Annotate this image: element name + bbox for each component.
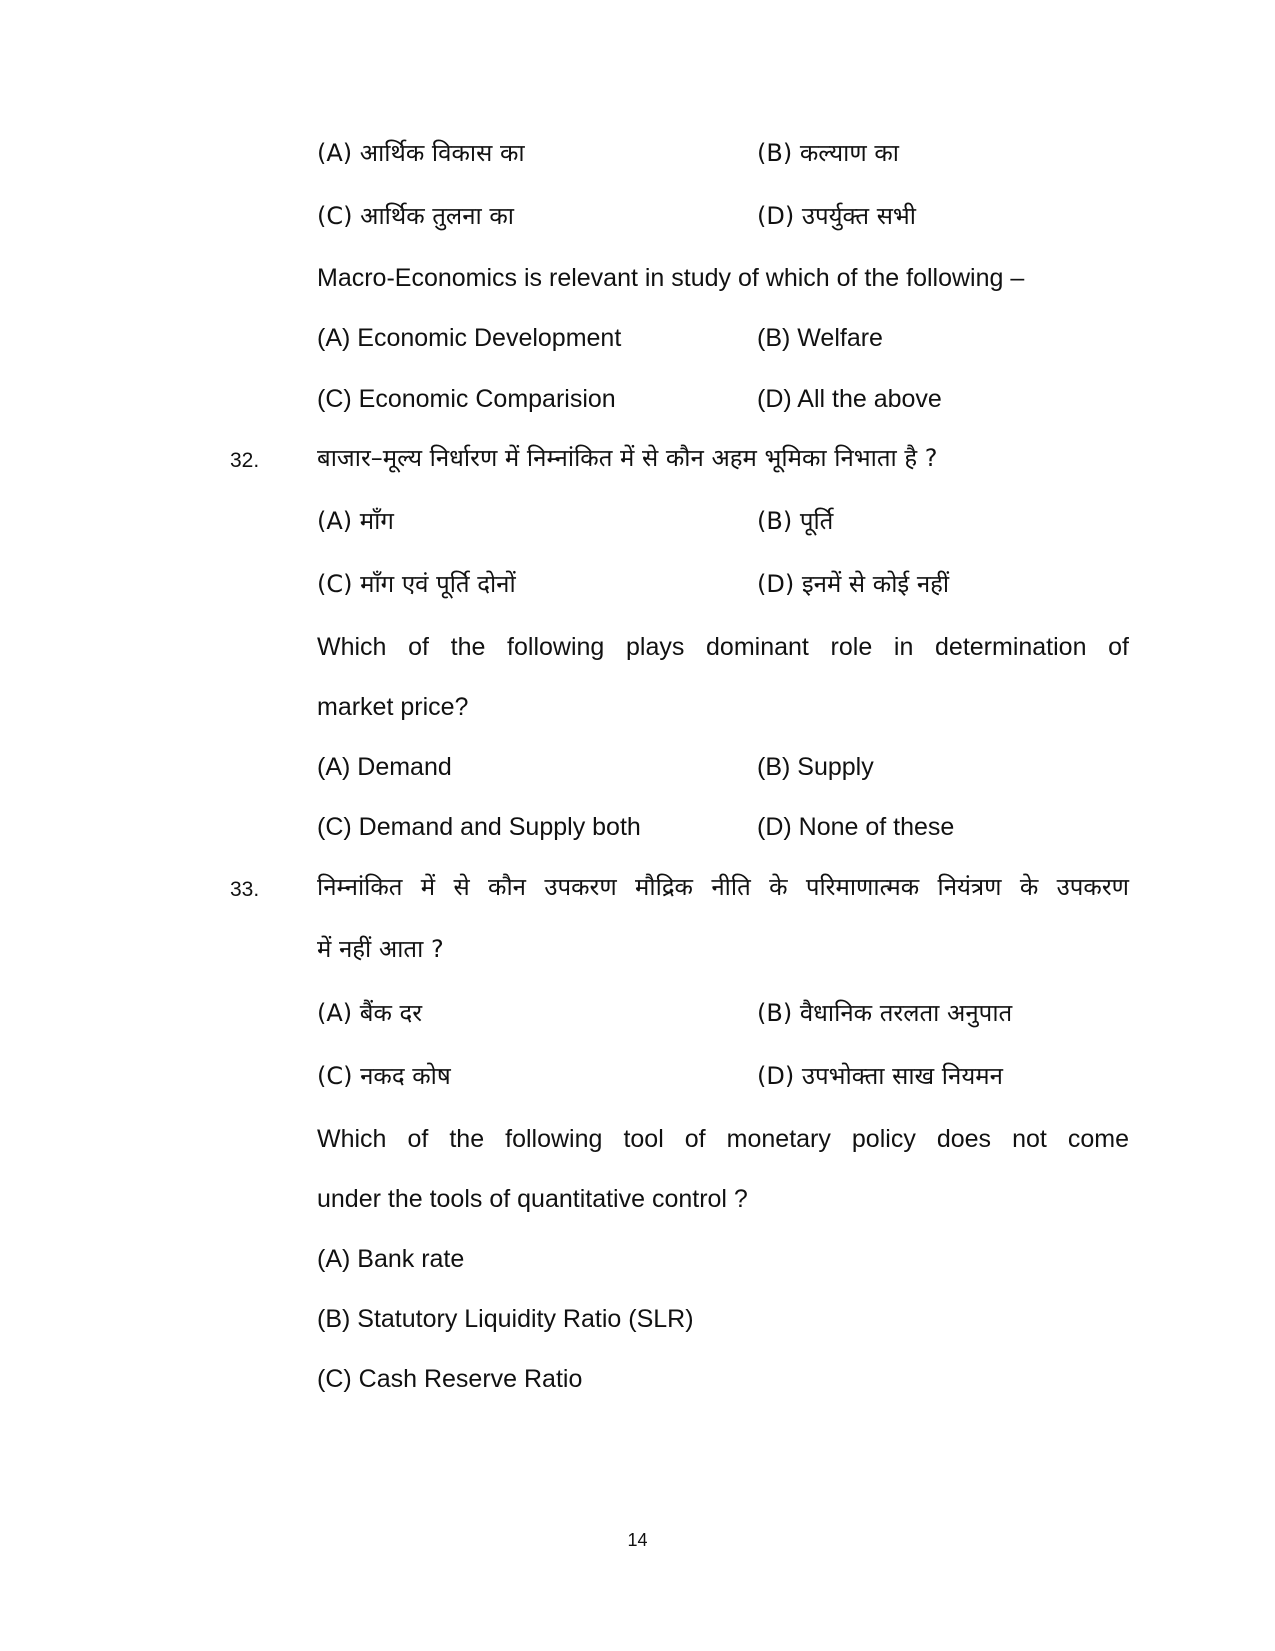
prev-english-option-d: (D) All the above [757, 385, 942, 413]
prev-hindi-option-a: (A) आर्थिक विकास का [317, 139, 525, 167]
prev-english-option-b: (B) Welfare [757, 324, 883, 352]
q32-english-option-a: (A) Demand [317, 753, 452, 781]
question-number: 33. [230, 878, 260, 901]
q32-english-option-c: (C) Demand and Supply both [317, 813, 641, 841]
q32-hindi-option-d: (D) इनमें से कोई नहीं [757, 570, 950, 598]
q33-hindi-question-line2: में नहीं आता ? [317, 935, 444, 963]
question-number: 32. [230, 449, 260, 472]
q33-hindi-option-a: (A) बैंक दर [317, 999, 423, 1027]
q32-english-option-d: (D) None of these [757, 813, 955, 841]
q32-english-question-line1: Which of the following plays dominant role in determination of [317, 633, 1129, 661]
q33-english-option-c: (C) Cash Reserve Ratio [317, 1365, 583, 1393]
prev-english-option-c: (C) Economic Comparision [317, 385, 616, 413]
q32-hindi-option-a: (A) माँग [317, 507, 394, 535]
q33-hindi-option-d: (D) उपभोक्ता साख नियमन [757, 1062, 1003, 1090]
q32-hindi-option-c: (C) माँग एवं पूर्ति दोनों [317, 570, 516, 598]
q33-english-question-line1: Which of the following tool of monetary policy does not come [317, 1125, 1129, 1153]
q32-hindi-option-b: (B) पूर्ति [757, 507, 834, 535]
q32-english-question-line2: market price? [317, 693, 469, 721]
prev-english-question: Macro-Economics is relevant in study of which of the following – [317, 264, 1025, 292]
prev-hindi-option-d: (D) उपर्युक्त सभी [757, 202, 917, 230]
q33-hindi-option-b: (B) वैधानिक तरलता अनुपात [757, 999, 1013, 1027]
q33-english-option-a: (A) Bank rate [317, 1245, 465, 1273]
prev-english-option-a: (A) Economic Development [317, 324, 622, 352]
q33-hindi-question-line1: निम्नांकित में से कौन उपकरण मौद्रिक नीति के परिमाणात्मक नियंत्रण के उपकरण [317, 873, 1129, 901]
page-number: 14 [627, 1530, 648, 1550]
q33-english-option-b: (B) Statutory Liquidity Ratio (SLR) [317, 1305, 694, 1333]
q33-english-question-line2: under the tools of quantitative control ? [317, 1185, 748, 1213]
q32-english-option-b: (B) Supply [757, 753, 874, 781]
q33-hindi-option-c: (C) नकद कोष [317, 1062, 451, 1090]
prev-hindi-option-c: (C) आर्थिक तुलना का [317, 202, 515, 230]
q32-hindi-question: बाजार–मूल्य निर्धारण में निम्नांकित में से कौन अहम भूमिका निभाता है ? [317, 444, 938, 472]
prev-hindi-option-b: (B) कल्याण का [757, 139, 899, 167]
